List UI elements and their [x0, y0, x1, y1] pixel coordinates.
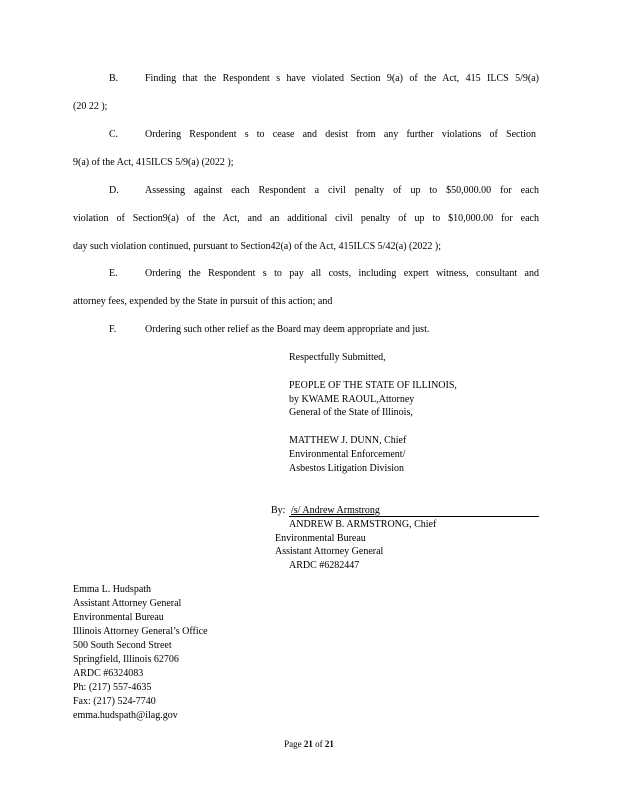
item-d-line1: Assessing against each Respondent a civil penalty of up to $50,000.00 for each: [145, 185, 539, 196]
item-b-line2: (20 22 );: [73, 101, 108, 112]
enforcement-line: Environmental Enforcement/: [289, 449, 406, 460]
item-f-letter: F.: [109, 324, 117, 335]
contact-bureau: Environmental Bureau: [73, 612, 164, 623]
item-d-letter: D.: [109, 185, 119, 196]
item-f-line1: Ordering such other relief as the Board may deem appropriate and just.: [145, 324, 430, 335]
item-d-line3: day such violation continued, pursuant to Section42(a) of the Act, 415ILCS 5/42(a) (2022 );: [73, 241, 441, 252]
item-e-line1: Ordering the Respondent s to pay all costs, including expert witness, consultant and: [145, 268, 539, 279]
contact-ardc: ARDC #6324083: [73, 668, 144, 679]
contact-title: Assistant Attorney General: [73, 598, 182, 609]
contact-office: Illinois Attorney General’s Office: [73, 626, 208, 637]
ardc-signer: ARDC #6282447: [289, 560, 360, 571]
item-e-line2: attorney fees, expended by the State in pursuit of this action; and: [73, 296, 333, 307]
contact-name: Emma L. Hudspath: [73, 584, 152, 595]
people-line: PEOPLE OF THE STATE OF ILLINOIS,: [289, 380, 457, 391]
contact-street: 500 South Second Street: [73, 640, 172, 651]
item-b-letter: B.: [109, 73, 119, 84]
kwame-line: by KWAME RAOUL,Attorney: [289, 394, 415, 405]
asst-ag-line: Assistant Attorney General: [275, 546, 384, 557]
page-footer: [0, 738, 618, 750]
contact-city: Springfield, Illinois 62706: [73, 654, 179, 665]
by-label: By:: [271, 505, 286, 516]
asbestos-line: Asbestos Litigation Division: [289, 463, 404, 474]
item-c-line2: 9(a) of the Act, 415ILCS 5/9(a) (2022 );: [73, 157, 234, 168]
andrew-line: ANDREW B. ARMSTRONG, Chief: [289, 519, 437, 530]
item-e-letter: E.: [109, 268, 118, 279]
page-total: 21: [324, 739, 334, 749]
page-of: of: [315, 739, 323, 749]
electronic-signature: /s/ Andrew Armstrong: [291, 505, 380, 516]
item-b-line1: Finding that the Respondent s have violated Section 9(a) of the Act, 415 ILCS 5/9(a): [145, 73, 539, 84]
env-bureau-line: Environmental Bureau: [275, 533, 366, 544]
item-d-line2: violation of Section9(a) of the Act, and an additional civil penalty of up to $10,000.00 for each: [73, 213, 539, 224]
item-c-letter: C.: [109, 129, 119, 140]
contact-fax: Fax: (217) 524-7740: [73, 696, 156, 707]
contact-phone: Ph: (217) 557-4635: [73, 682, 152, 693]
page-label: Page: [284, 739, 302, 749]
page-number: 21: [303, 739, 313, 749]
item-c-line1: Ordering Respondent s to cease and desist from any further violations of Section: [145, 129, 536, 140]
respectfully-submitted: Respectfully Submitted,: [289, 352, 386, 363]
general-line: General of the State of Illinois,: [289, 407, 413, 418]
matthew-line: MATTHEW J. DUNN, Chief: [289, 435, 407, 446]
contact-email: emma.hudspath@ilag.gov: [73, 710, 178, 721]
